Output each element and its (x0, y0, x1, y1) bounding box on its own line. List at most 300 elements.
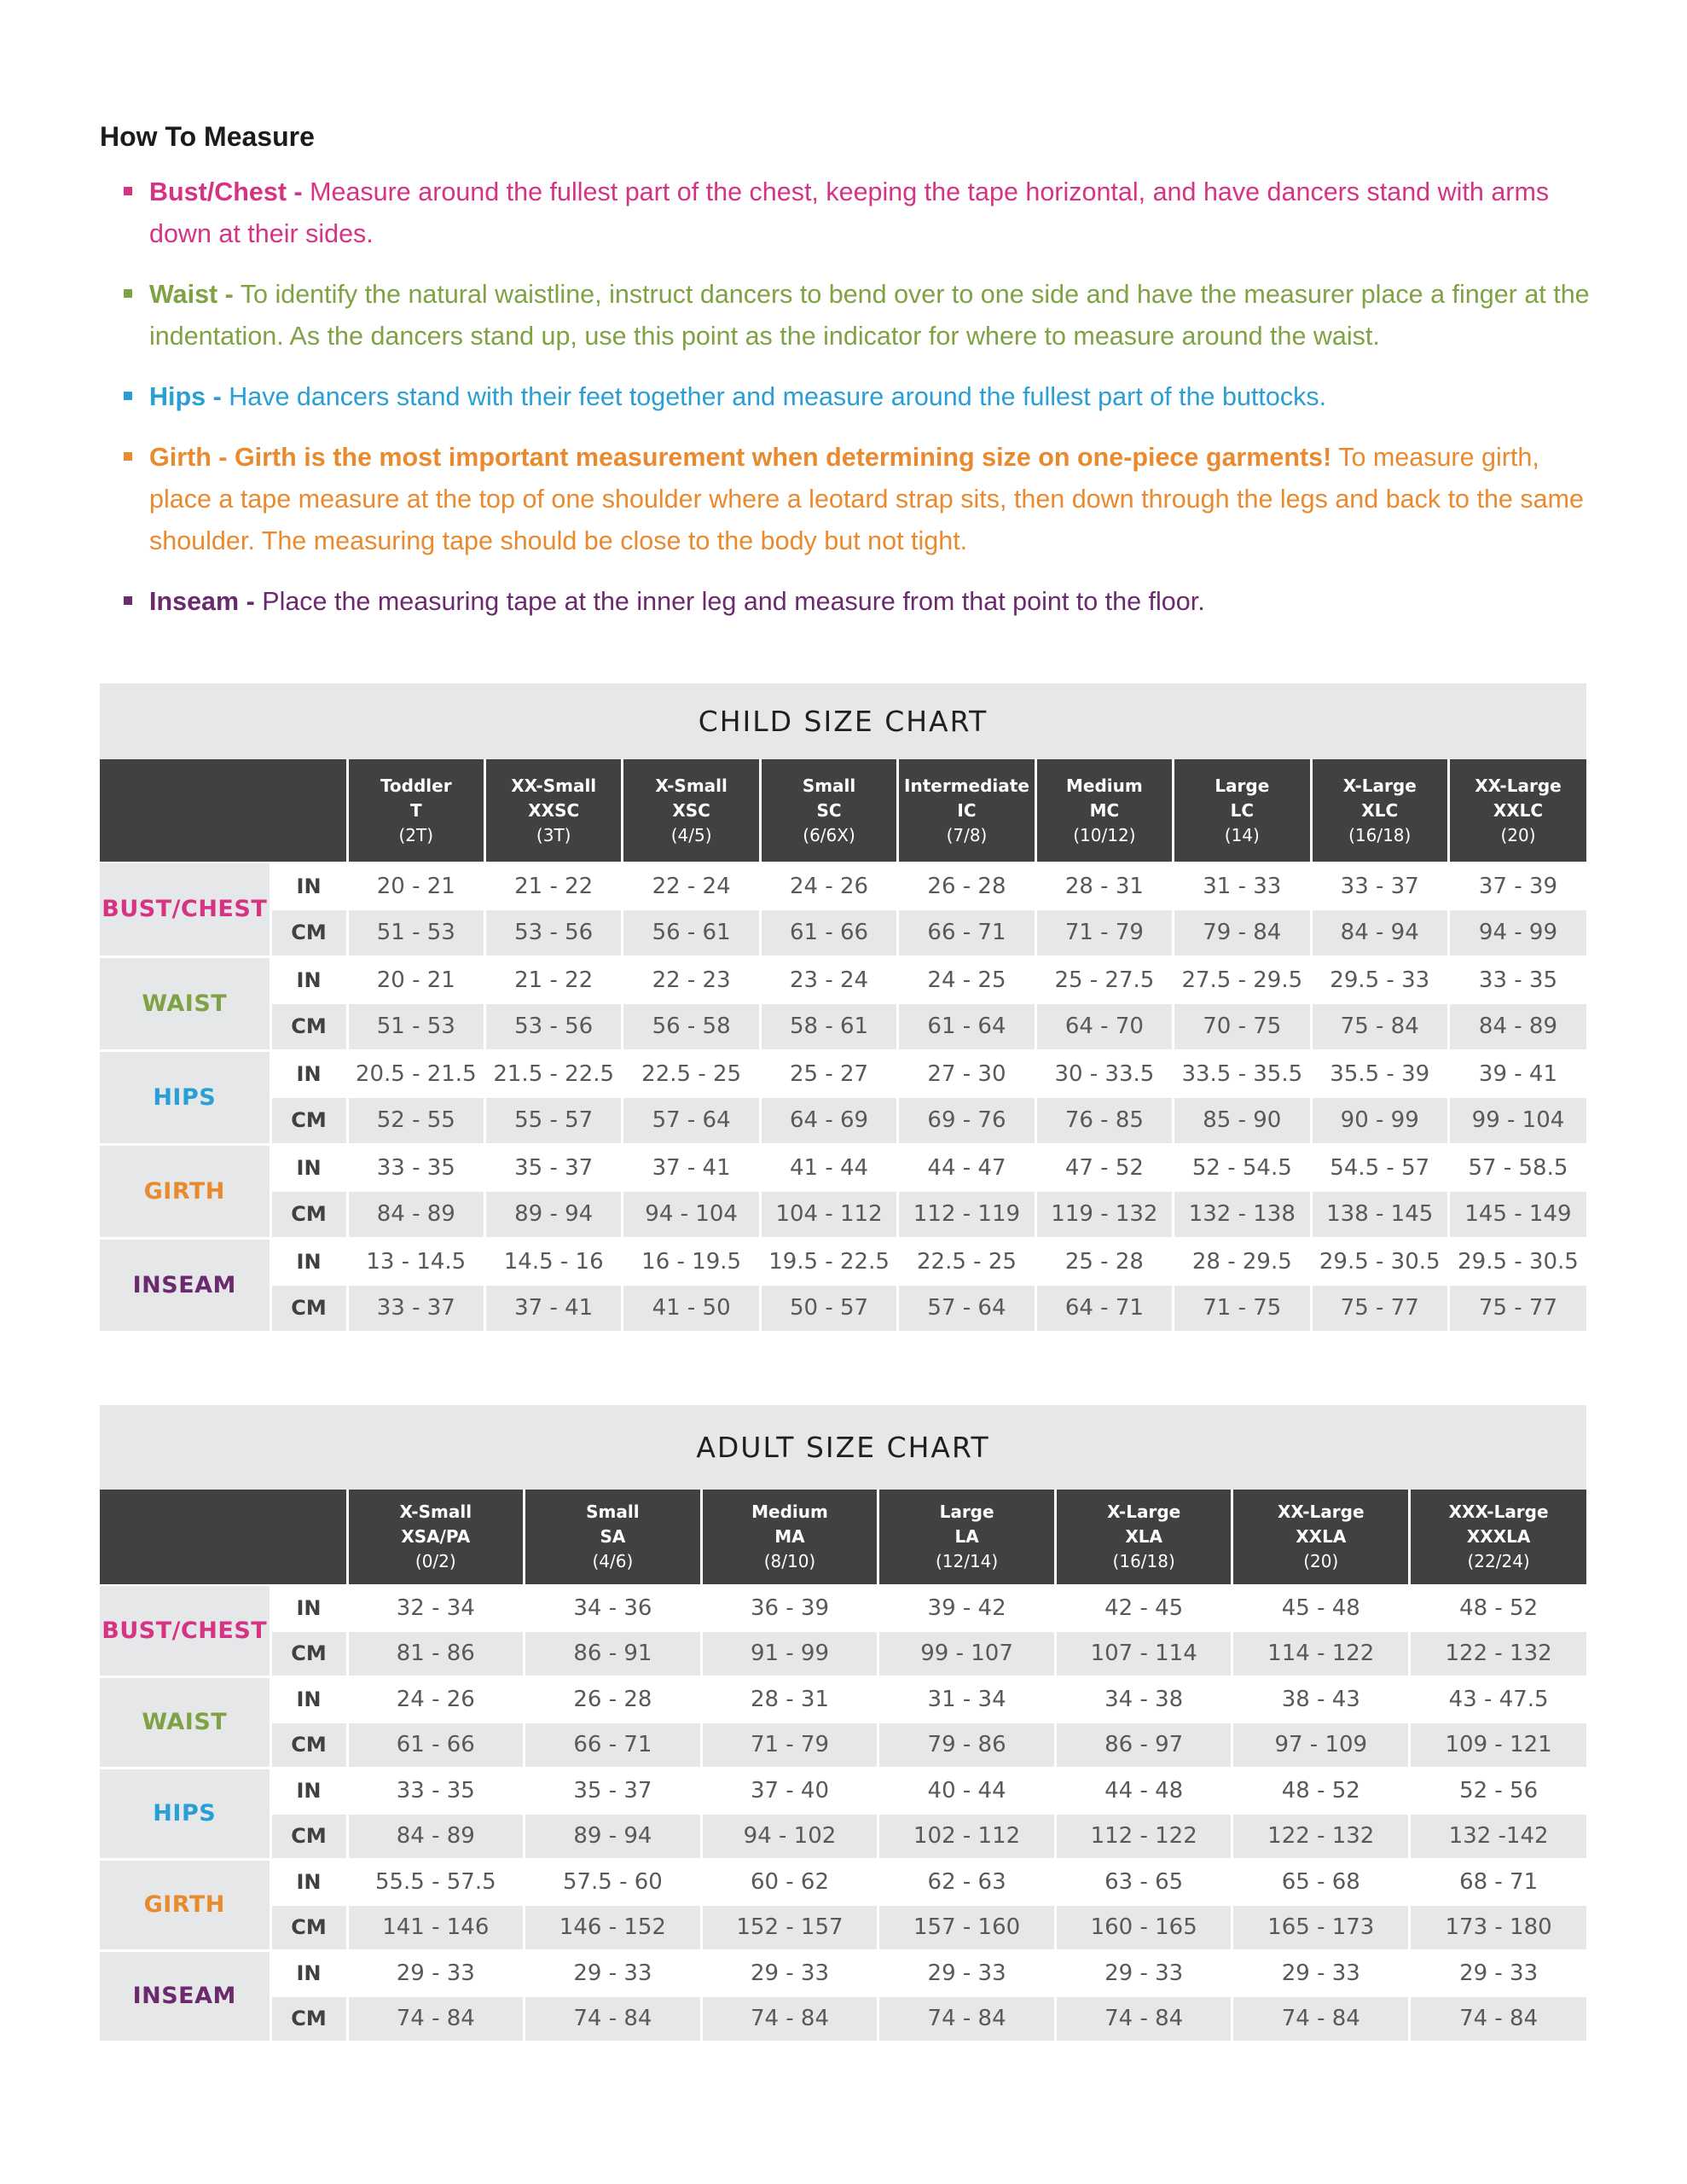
table-cell: 52 - 56 (1410, 1768, 1587, 1814)
unit-label: IN (270, 1676, 347, 1722)
table-cell: 13 - 14.5 (347, 1238, 484, 1285)
table-cell: 75 - 77 (1448, 1285, 1586, 1332)
size-code: XXXLA (1466, 1526, 1531, 1547)
table-cell: 24 - 26 (347, 1676, 525, 1722)
table-cell: 48 - 52 (1410, 1585, 1587, 1631)
table-cell: 27.5 - 29.5 (1174, 956, 1311, 1003)
size-name: Medium (1066, 775, 1143, 796)
size-name: XX-Large (1475, 775, 1562, 796)
table-row (100, 1814, 1586, 1860)
table-cell: 53 - 56 (484, 1003, 622, 1050)
table-cell: 74 - 84 (701, 1996, 878, 2042)
measure-item (100, 581, 1601, 623)
unit-label: IN (270, 1585, 347, 1631)
table-cell: 34 - 36 (525, 1585, 702, 1631)
size-name: Small (802, 775, 856, 796)
table-cell: 64 - 71 (1035, 1285, 1173, 1332)
table-cell: 94 - 99 (1448, 909, 1586, 956)
size-code: SC (816, 799, 842, 821)
size-name: XX-Small (511, 775, 597, 796)
table-cell: 29.5 - 33 (1311, 956, 1448, 1003)
size-range: (10/12) (1073, 824, 1136, 845)
unit-label: CM (270, 1191, 347, 1238)
unit-label: CM (270, 1722, 347, 1769)
table-cell: 33 - 35 (347, 1768, 525, 1814)
size-range: (6/6X) (803, 824, 855, 845)
unit-label: CM (270, 1905, 347, 1951)
table-row (100, 1859, 1586, 1905)
table-row (100, 1191, 1586, 1238)
measure-item-label: Inseam - (149, 587, 255, 616)
size-code: XXLA (1296, 1526, 1347, 1547)
bullet-icon (124, 187, 132, 195)
table-cell: 122 - 132 (1232, 1814, 1410, 1860)
size-header (1311, 759, 1448, 863)
table-cell: 21 - 22 (484, 863, 622, 909)
table-cell: 52 - 55 (347, 1097, 484, 1144)
measure-item-text: Measure around the fullest part of the chest, keeping the tape horizontal, and have dancers stand with arms down at their sides. (149, 177, 1550, 248)
table-cell: 75 - 84 (1311, 1003, 1448, 1050)
measure-item-text: Place the measuring tape at the inner leg and measure from that point to the floor. (254, 587, 1205, 616)
table-cell: 85 - 90 (1174, 1097, 1311, 1144)
how-to-measure-section (100, 121, 1601, 642)
table-cell: 37 - 41 (623, 1144, 760, 1191)
size-name: X-Large (1107, 1502, 1181, 1522)
table-cell: 41 - 44 (760, 1144, 897, 1191)
table-cell: 29 - 33 (878, 1950, 1056, 1996)
table-cell: 44 - 48 (1055, 1768, 1232, 1814)
table-cell: 146 - 152 (525, 1905, 702, 1951)
size-code: SA (600, 1526, 626, 1547)
table-cell: 34 - 38 (1055, 1676, 1232, 1722)
size-range: (8/10) (763, 1551, 816, 1571)
size-range: (7/8) (946, 824, 988, 845)
table-cell: 37 - 39 (1448, 863, 1586, 909)
table-cell: 54.5 - 57 (1311, 1144, 1448, 1191)
unit-label: CM (270, 1285, 347, 1332)
table-cell: 55 - 57 (484, 1097, 622, 1144)
table-cell: 165 - 173 (1232, 1905, 1410, 1951)
table-cell: 57 - 64 (623, 1097, 760, 1144)
table-cell: 35 - 37 (525, 1768, 702, 1814)
table-cell: 66 - 71 (898, 909, 1035, 956)
table-cell: 70 - 75 (1174, 1003, 1311, 1050)
table-cell: 26 - 28 (525, 1676, 702, 1722)
size-code: XXLC (1493, 799, 1544, 821)
child-size-chart (100, 683, 1586, 1333)
measure-instructions-list (100, 171, 1601, 623)
table-cell: 74 - 84 (347, 1996, 525, 2042)
table-cell: 86 - 91 (525, 1631, 702, 1677)
measure-item (100, 274, 1601, 357)
size-header (484, 759, 622, 863)
table-cell: 33 - 35 (347, 1144, 484, 1191)
table-cell: 112 - 119 (898, 1191, 1035, 1238)
category-label: WAIST (100, 956, 270, 1050)
table-cell: 69 - 76 (898, 1097, 1035, 1144)
size-name: X-Small (399, 1502, 472, 1522)
table-cell: 74 - 84 (1232, 1996, 1410, 2042)
unit-label: IN (270, 1144, 347, 1191)
table-row (100, 1996, 1586, 2042)
table-cell: 99 - 107 (878, 1631, 1056, 1677)
table-cell: 28 - 29.5 (1174, 1238, 1311, 1285)
table-cell: 56 - 61 (623, 909, 760, 956)
table-cell: 157 - 160 (878, 1905, 1056, 1951)
table-cell: 107 - 114 (1055, 1631, 1232, 1677)
unit-label: CM (270, 1003, 347, 1050)
table-cell: 35 - 37 (484, 1144, 622, 1191)
table-cell: 29.5 - 30.5 (1311, 1238, 1448, 1285)
table-cell: 90 - 99 (1311, 1097, 1448, 1144)
table-cell: 57 - 64 (898, 1285, 1035, 1332)
table-cell: 86 - 97 (1055, 1722, 1232, 1769)
adult-chart-title: ADULT SIZE CHART (100, 1405, 1586, 1490)
table-cell: 33 - 37 (347, 1285, 484, 1332)
table-cell: 29 - 33 (701, 1950, 878, 1996)
unit-label: CM (270, 1631, 347, 1677)
table-cell: 62 - 63 (878, 1859, 1056, 1905)
table-cell: 173 - 180 (1410, 1905, 1587, 1951)
size-range: (14) (1224, 824, 1260, 845)
header-corner (100, 759, 347, 863)
table-cell: 81 - 86 (347, 1631, 525, 1677)
table-cell: 28 - 31 (1035, 863, 1173, 909)
table-cell: 84 - 94 (1311, 909, 1448, 956)
table-cell: 57.5 - 60 (525, 1859, 702, 1905)
size-header (347, 759, 484, 863)
size-code: LA (954, 1526, 979, 1547)
table-cell: 35.5 - 39 (1311, 1050, 1448, 1097)
size-name: XXX-Large (1448, 1502, 1549, 1522)
size-range: (4/5) (670, 824, 712, 845)
size-range: (20) (1303, 1551, 1339, 1571)
table-cell: 20 - 21 (347, 956, 484, 1003)
table-cell: 38 - 43 (1232, 1676, 1410, 1722)
size-code: T (409, 799, 422, 821)
adult-size-chart (100, 1405, 1586, 2043)
table-row (100, 1722, 1586, 1769)
size-name: XX-Large (1278, 1502, 1365, 1522)
table-cell: 66 - 71 (525, 1722, 702, 1769)
size-code: XLA (1125, 1526, 1162, 1547)
table-cell: 71 - 75 (1174, 1285, 1311, 1332)
table-cell: 24 - 25 (898, 956, 1035, 1003)
table-cell: 94 - 102 (701, 1814, 878, 1860)
size-header (701, 1490, 878, 1585)
unit-label: IN (270, 1950, 347, 1996)
size-range: (22/24) (1467, 1551, 1530, 1571)
size-code: MA (774, 1526, 805, 1547)
table-cell: 94 - 104 (623, 1191, 760, 1238)
table-cell: 33 - 37 (1311, 863, 1448, 909)
size-name: Large (939, 1502, 994, 1522)
unit-label: IN (270, 1238, 347, 1285)
table-cell: 41 - 50 (623, 1285, 760, 1332)
table-cell: 160 - 165 (1055, 1905, 1232, 1951)
table-row (100, 1631, 1586, 1677)
table-row (100, 1097, 1586, 1144)
table-cell: 68 - 71 (1410, 1859, 1587, 1905)
table-cell: 29 - 33 (1232, 1950, 1410, 1996)
table-cell: 52 - 54.5 (1174, 1144, 1311, 1191)
table-cell: 99 - 104 (1448, 1097, 1586, 1144)
table-cell: 39 - 42 (878, 1585, 1056, 1631)
table-cell: 76 - 85 (1035, 1097, 1173, 1144)
category-label: INSEAM (100, 1238, 270, 1332)
size-code: XSA/PA (401, 1526, 471, 1547)
table-cell: 31 - 34 (878, 1676, 1056, 1722)
table-cell: 119 - 132 (1035, 1191, 1173, 1238)
table-cell: 141 - 146 (347, 1905, 525, 1951)
table-cell: 43 - 47.5 (1410, 1676, 1587, 1722)
table-cell: 51 - 53 (347, 909, 484, 956)
size-code: XLC (1361, 799, 1399, 821)
size-name: Toddler (380, 775, 452, 796)
table-cell: 132 - 138 (1174, 1191, 1311, 1238)
table-cell: 22 - 24 (623, 863, 760, 909)
unit-label: IN (270, 863, 347, 909)
size-code: XXSC (528, 799, 580, 821)
category-label: BUST/CHEST (100, 1585, 270, 1676)
size-name: Small (586, 1502, 640, 1522)
table-cell: 65 - 68 (1232, 1859, 1410, 1905)
table-cell: 71 - 79 (1035, 909, 1173, 956)
table-cell: 29 - 33 (525, 1950, 702, 1996)
table-cell: 61 - 64 (898, 1003, 1035, 1050)
table-cell: 74 - 84 (525, 1996, 702, 2042)
category-label: HIPS (100, 1050, 270, 1144)
table-cell: 74 - 84 (1055, 1996, 1232, 2042)
table-cell: 48 - 52 (1232, 1768, 1410, 1814)
table-cell: 30 - 33.5 (1035, 1050, 1173, 1097)
unit-label: CM (270, 1814, 347, 1860)
measure-item-label: Hips - (149, 382, 222, 411)
child-size-table (100, 759, 1586, 1333)
table-cell: 145 - 149 (1448, 1191, 1586, 1238)
bullet-icon (124, 392, 132, 400)
table-cell: 27 - 30 (898, 1050, 1035, 1097)
table-cell: 63 - 65 (1055, 1859, 1232, 1905)
size-code: MC (1089, 799, 1120, 821)
table-cell: 74 - 84 (1410, 1996, 1587, 2042)
size-range: (2T) (398, 824, 434, 845)
table-cell: 109 - 121 (1410, 1722, 1587, 1769)
table-row (100, 1050, 1586, 1097)
table-cell: 64 - 69 (760, 1097, 897, 1144)
table-row (100, 1905, 1586, 1951)
size-code: IC (957, 799, 977, 821)
category-label: GIRTH (100, 1144, 270, 1238)
table-cell: 74 - 84 (878, 1996, 1056, 2042)
table-cell: 21.5 - 22.5 (484, 1050, 622, 1097)
unit-label: IN (270, 1050, 347, 1097)
table-cell: 33.5 - 35.5 (1174, 1050, 1311, 1097)
table-cell: 47 - 52 (1035, 1144, 1173, 1191)
measure-item (100, 376, 1601, 418)
table-cell: 14.5 - 16 (484, 1238, 622, 1285)
table-cell: 19.5 - 22.5 (760, 1238, 897, 1285)
size-range: (0/2) (415, 1551, 456, 1571)
table-cell: 22.5 - 25 (898, 1238, 1035, 1285)
size-header (1035, 759, 1173, 863)
how-to-measure-title: How To Measure (100, 121, 315, 152)
size-range: (16/18) (1112, 1551, 1175, 1571)
unit-label: CM (270, 1996, 347, 2042)
table-cell: 20 - 21 (347, 863, 484, 909)
table-cell: 31 - 33 (1174, 863, 1311, 909)
size-name: X-Large (1342, 775, 1417, 796)
size-range: (16/18) (1348, 824, 1412, 845)
table-cell: 138 - 145 (1311, 1191, 1448, 1238)
table-row (100, 1285, 1586, 1332)
table-cell: 24 - 26 (760, 863, 897, 909)
table-row (100, 1585, 1586, 1631)
size-name: X-Small (655, 775, 728, 796)
size-header (1232, 1490, 1410, 1585)
category-label: INSEAM (100, 1950, 270, 2042)
table-cell: 28 - 31 (701, 1676, 878, 1722)
bullet-icon (124, 596, 132, 605)
table-cell: 37 - 41 (484, 1285, 622, 1332)
table-cell: 37 - 40 (701, 1768, 878, 1814)
size-header (525, 1490, 702, 1585)
table-row (100, 1144, 1586, 1191)
measure-item (100, 171, 1601, 255)
table-row (100, 1950, 1586, 1996)
table-cell: 64 - 70 (1035, 1003, 1173, 1050)
unit-label: IN (270, 956, 347, 1003)
table-cell: 79 - 86 (878, 1722, 1056, 1769)
category-label: GIRTH (100, 1859, 270, 1950)
table-row (100, 863, 1586, 909)
table-cell: 20.5 - 21.5 (347, 1050, 484, 1097)
table-cell: 26 - 28 (898, 863, 1035, 909)
size-header (1174, 759, 1311, 863)
table-cell: 25 - 28 (1035, 1238, 1173, 1285)
unit-label: CM (270, 909, 347, 956)
table-cell: 61 - 66 (347, 1722, 525, 1769)
category-label: BUST/CHEST (100, 863, 270, 956)
size-header (760, 759, 897, 863)
table-row (100, 909, 1586, 956)
size-header (347, 1490, 525, 1585)
measure-item-text: To measure girth, place a tape measure at the top of one shoulder where a leotard strap sits, then down through the legs and back to the same shoulder. The measuring tape should be close to the body but not tight. (149, 443, 1584, 555)
table-cell: 97 - 109 (1232, 1722, 1410, 1769)
table-cell: 36 - 39 (701, 1585, 878, 1631)
table-cell: 25 - 27.5 (1035, 956, 1173, 1003)
table-cell: 16 - 19.5 (623, 1238, 760, 1285)
table-cell: 29 - 33 (347, 1950, 525, 1996)
size-range: (3T) (536, 824, 571, 845)
table-cell: 32 - 34 (347, 1585, 525, 1631)
size-code: LC (1230, 799, 1255, 821)
child-chart-title: CHILD SIZE CHART (100, 683, 1586, 759)
size-name: Large (1215, 775, 1270, 796)
table-cell: 25 - 27 (760, 1050, 897, 1097)
table-cell: 58 - 61 (760, 1003, 897, 1050)
size-header (1448, 759, 1586, 863)
unit-label: CM (270, 1097, 347, 1144)
measure-item-label: Bust/Chest - (149, 177, 303, 206)
header-corner (100, 1490, 347, 1585)
table-cell: 57 - 58.5 (1448, 1144, 1586, 1191)
table-cell: 79 - 84 (1174, 909, 1311, 956)
size-header (1410, 1490, 1587, 1585)
table-cell: 29.5 - 30.5 (1448, 1238, 1586, 1285)
measure-item (100, 437, 1601, 562)
size-header (623, 759, 760, 863)
table-cell: 114 - 122 (1232, 1631, 1410, 1677)
table-cell: 56 - 58 (623, 1003, 760, 1050)
table-cell: 21 - 22 (484, 956, 622, 1003)
table-cell: 60 - 62 (701, 1859, 878, 1905)
table-cell: 84 - 89 (347, 1814, 525, 1860)
size-range: (4/6) (592, 1551, 634, 1571)
size-name: Medium (751, 1502, 828, 1522)
table-cell: 89 - 94 (525, 1814, 702, 1860)
measure-item-label: Waist - (149, 280, 234, 309)
table-cell: 89 - 94 (484, 1191, 622, 1238)
size-code: XSC (672, 799, 710, 821)
table-cell: 75 - 77 (1311, 1285, 1448, 1332)
table-row (100, 1768, 1586, 1814)
measure-item-text: Have dancers stand with their feet together and measure around the fullest part of the buttocks. (221, 382, 1327, 411)
table-cell: 50 - 57 (760, 1285, 897, 1332)
table-cell: 112 - 122 (1055, 1814, 1232, 1860)
table-cell: 55.5 - 57.5 (347, 1859, 525, 1905)
table-cell: 122 - 132 (1410, 1631, 1587, 1677)
table-cell: 84 - 89 (1448, 1003, 1586, 1050)
table-cell: 102 - 112 (878, 1814, 1056, 1860)
size-header (1055, 1490, 1232, 1585)
table-cell: 61 - 66 (760, 909, 897, 956)
table-cell: 53 - 56 (484, 909, 622, 956)
table-cell: 132 -142 (1410, 1814, 1587, 1860)
table-cell: 84 - 89 (347, 1191, 484, 1238)
adult-size-table (100, 1490, 1586, 2043)
table-cell: 29 - 33 (1410, 1950, 1587, 1996)
table-cell: 45 - 48 (1232, 1585, 1410, 1631)
table-cell: 104 - 112 (760, 1191, 897, 1238)
unit-label: IN (270, 1859, 347, 1905)
table-cell: 51 - 53 (347, 1003, 484, 1050)
size-header (878, 1490, 1056, 1585)
table-row (100, 956, 1586, 1003)
table-row (100, 1676, 1586, 1722)
table-cell: 29 - 33 (1055, 1950, 1232, 1996)
table-cell: 40 - 44 (878, 1768, 1056, 1814)
table-cell: 42 - 45 (1055, 1585, 1232, 1631)
size-range: (20) (1500, 824, 1536, 845)
table-cell: 44 - 47 (898, 1144, 1035, 1191)
unit-label: IN (270, 1768, 347, 1814)
table-row (100, 1238, 1586, 1285)
size-range: (12/14) (935, 1551, 999, 1571)
table-cell: 152 - 157 (701, 1905, 878, 1951)
measure-item-label: Girth - Girth is the most important measurement when determining size on one-piece garments! (149, 443, 1332, 472)
category-label: WAIST (100, 1676, 270, 1768)
table-cell: 91 - 99 (701, 1631, 878, 1677)
table-row (100, 1003, 1586, 1050)
table-cell: 22 - 23 (623, 956, 760, 1003)
measure-item-text: To identify the natural waistline, instruct dancers to bend over to one side and have the measurer place a finger at the indentation. As the dancers stand up, use this point as the indicator for where to measure around the waist. (149, 280, 1590, 351)
table-cell: 39 - 41 (1448, 1050, 1586, 1097)
table-cell: 23 - 24 (760, 956, 897, 1003)
table-cell: 22.5 - 25 (623, 1050, 760, 1097)
table-cell: 71 - 79 (701, 1722, 878, 1769)
bullet-icon (124, 452, 132, 461)
